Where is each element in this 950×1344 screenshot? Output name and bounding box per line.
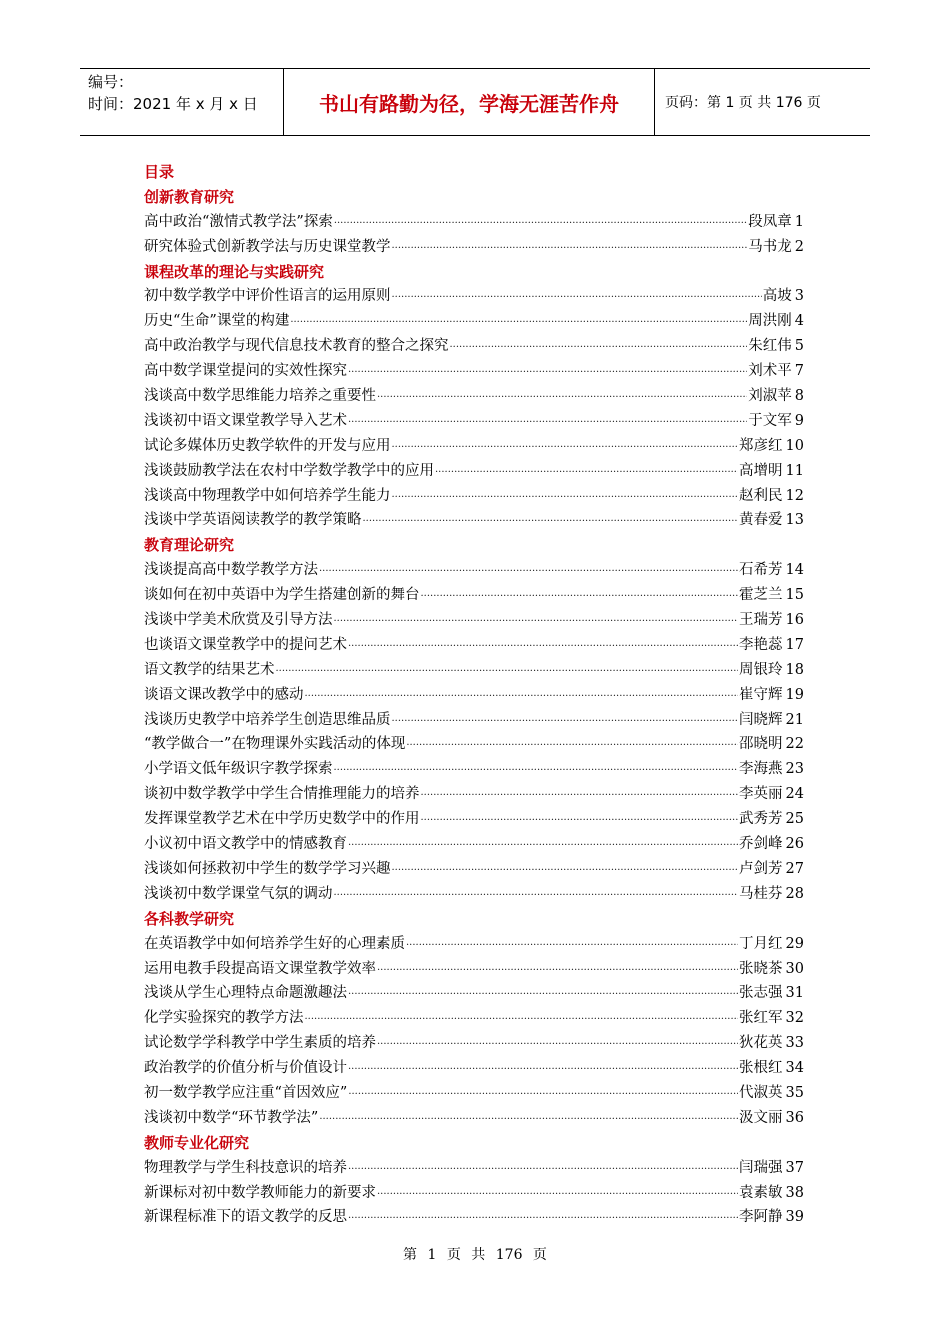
dot-leader	[421, 807, 739, 832]
entry-author: 黄春爱	[739, 512, 783, 529]
entry-page-number: 12	[785, 487, 804, 504]
entry-title: 浅谈初中数学“环节教学法”	[144, 1109, 319, 1126]
dot-leader	[276, 658, 739, 683]
toc-entry[interactable]	[144, 633, 804, 658]
entry-title: 新课程标准下的语文教学的反思	[144, 1209, 347, 1226]
toc-entry[interactable]	[144, 807, 804, 832]
entry-author: 于文军	[748, 412, 792, 429]
time-label: 时间：2021 年 x 月 x 日	[88, 95, 258, 113]
entry-page-number: 23	[785, 761, 804, 778]
toc-entry[interactable]	[144, 1081, 804, 1106]
entry-author: 汲文丽	[739, 1109, 783, 1126]
dot-leader	[421, 782, 739, 807]
entry-author: 石希芳	[739, 562, 783, 579]
dot-leader	[334, 608, 739, 633]
entry-page-number: 33	[785, 1035, 804, 1052]
entry-page-number: 7	[794, 363, 804, 380]
entry-author: 王瑞芳	[739, 612, 783, 629]
entry-page-number: 39	[785, 1209, 804, 1226]
dot-leader	[406, 732, 738, 757]
entry-title: 谈语文课改教学中的感动	[144, 686, 304, 703]
toc-entry[interactable]	[144, 608, 804, 633]
entry-author: 李艳蕊	[739, 636, 783, 653]
entry-author: 丁月红	[739, 935, 783, 952]
entry-title: 浅谈中学美术欣赏及引导方法	[144, 612, 333, 629]
dot-leader	[377, 384, 747, 409]
entry-author: 张晓茶	[739, 960, 783, 977]
toc-entry[interactable]	[144, 658, 804, 683]
section-heading: 教育理论研究	[144, 536, 235, 555]
entry-page-number: 25	[785, 811, 804, 828]
toc-entry[interactable]	[144, 1106, 804, 1131]
toc-entry[interactable]	[144, 957, 804, 982]
header-motto: 书山有路勤为径，学海无涯苦作舟	[283, 69, 655, 135]
dot-leader	[334, 882, 739, 907]
dot-leader	[377, 1031, 738, 1056]
entry-title: 浅谈中学英语阅读教学的教学策略	[144, 512, 362, 529]
entry-page-number: 36	[785, 1109, 804, 1126]
entry-title: 也谈语文课堂教学中的提问艺术	[144, 636, 347, 653]
entry-page-number: 32	[785, 1010, 804, 1027]
toc-entry[interactable]	[144, 857, 804, 882]
entry-author: 乔剑峰	[739, 836, 783, 853]
entry-page-number: 13	[785, 512, 804, 529]
toc-entry[interactable]	[144, 384, 804, 409]
dot-leader	[392, 708, 739, 733]
entry-author: 高坡	[762, 288, 792, 305]
toc-entry[interactable]	[144, 882, 804, 907]
dot-leader	[348, 633, 738, 658]
toc-entry[interactable]	[144, 235, 804, 260]
entry-page-number: 8	[794, 388, 804, 405]
entry-title: 浅谈历史教学中培养学生创造思维品质	[144, 711, 391, 728]
entry-page-number: 16	[785, 612, 804, 629]
entry-title: 历史“生命”课堂的构建	[144, 313, 290, 330]
entry-title: 高中政治“激情式教学法”探索	[144, 213, 333, 230]
entry-page-number: 30	[785, 960, 804, 977]
toc-entry[interactable]	[144, 1156, 804, 1181]
entry-title: 浅谈高中数学思维能力培养之重要性	[144, 388, 376, 405]
entry-author: 张红军	[739, 1010, 783, 1027]
section-heading: 课程改革的理论与实践研究	[144, 262, 325, 281]
entry-title: 谈如何在初中英语中为学生搭建创新的舞台	[144, 587, 420, 604]
entry-author: 周洪刚	[748, 313, 792, 330]
toc-entry[interactable]	[144, 508, 804, 533]
entry-title: 发挥课堂教学艺术在中学历史数学中的作用	[144, 811, 420, 828]
page-header	[80, 68, 870, 136]
entry-title: “教学做合一”在物理课外实践活动的体现	[144, 736, 406, 753]
dot-leader	[450, 334, 748, 359]
entry-page-number: 2	[794, 238, 804, 255]
entry-author: 袁素敏	[739, 1184, 783, 1201]
dot-leader	[334, 757, 739, 782]
entry-page-number: 26	[785, 836, 804, 853]
entry-title: 语文教学的结果艺术	[144, 661, 275, 678]
entry-title: 浅谈初中数学课堂气氛的调动	[144, 885, 333, 902]
dot-leader	[348, 1056, 738, 1081]
entry-page-number: 37	[785, 1159, 804, 1176]
entry-author: 张根红	[739, 1060, 783, 1077]
entry-page-number: 14	[785, 562, 804, 579]
entry-author: 闫瑞强	[739, 1159, 783, 1176]
entry-title: 高中数学课堂提问的实效性探究	[144, 363, 347, 380]
entry-title: 政治教学的价值分析与价值设计	[144, 1060, 347, 1077]
toc-entry[interactable]	[144, 434, 804, 459]
entry-author: 李英丽	[739, 786, 783, 803]
toc-entry[interactable]	[144, 782, 804, 807]
entry-author: 霍芝兰	[739, 587, 783, 604]
toc-entry[interactable]	[144, 832, 804, 857]
entry-title: 运用电教手段提高语文课堂教学效率	[144, 960, 376, 977]
section-heading: 创新教育研究	[144, 187, 235, 206]
entry-page-number: 19	[785, 686, 804, 703]
dot-leader	[406, 932, 738, 957]
dot-leader	[435, 459, 738, 484]
entry-author: 郑彦红	[739, 437, 783, 454]
number-label: 编号：	[88, 73, 134, 91]
toc-title: 目录	[144, 163, 175, 181]
entry-title: 物理教学与学生科技意识的培养	[144, 1159, 347, 1176]
entry-author: 赵利民	[739, 487, 783, 504]
toc-entry[interactable]	[144, 757, 804, 782]
dot-leader	[348, 359, 747, 384]
entry-title: 化学实验探究的教学方法	[144, 1010, 304, 1027]
entry-title: 浅谈鼓励教学法在农村中学数学教学中的应用	[144, 462, 434, 479]
entry-page-number: 21	[785, 711, 804, 728]
entry-title: 浅谈从学生心理特点命题激趣法	[144, 985, 347, 1002]
dot-leader	[348, 1081, 738, 1106]
toc-entry[interactable]	[144, 359, 804, 384]
toc-entry[interactable]	[144, 409, 804, 434]
dot-leader	[348, 409, 747, 434]
dot-leader	[392, 235, 748, 260]
entry-author: 闫晓辉	[739, 711, 783, 728]
entry-page-number: 4	[794, 313, 804, 330]
entry-page-number: 24	[785, 786, 804, 803]
dot-leader	[348, 1205, 738, 1230]
dot-leader	[334, 210, 747, 235]
entry-page-number: 10	[785, 437, 804, 454]
entry-author: 代淑英	[739, 1084, 783, 1101]
entry-page-number: 15	[785, 587, 804, 604]
entry-title: 研究体验式创新教学法与历史课堂教学	[144, 238, 391, 255]
dot-leader	[319, 558, 738, 583]
dot-leader	[305, 683, 739, 708]
toc-entry[interactable]	[144, 334, 804, 359]
entry-page-number: 29	[785, 935, 804, 952]
entry-author: 段凤章	[748, 213, 792, 230]
dot-leader	[392, 434, 739, 459]
page-footer: 第 1 页 共 176 页	[403, 1247, 547, 1263]
entry-author: 马书龙	[748, 238, 792, 255]
entry-author: 朱红伟	[748, 338, 792, 355]
header-page-info: 页码：第 1 页 共 176 页	[665, 95, 821, 111]
entry-title: 试论数学学科教学中学生素质的培养	[144, 1035, 376, 1052]
section-heading: 教师专业化研究	[144, 1133, 250, 1152]
entry-page-number: 35	[785, 1084, 804, 1101]
toc-entry[interactable]	[144, 484, 804, 509]
toc-entry[interactable]	[144, 1031, 804, 1056]
dot-leader	[377, 957, 738, 982]
entry-page-number: 17	[785, 636, 804, 653]
dot-leader	[392, 484, 739, 509]
entry-author: 邵晓明	[739, 736, 783, 753]
toc-entry[interactable]	[144, 683, 804, 708]
dot-leader	[392, 284, 762, 309]
entry-page-number: 22	[785, 736, 804, 753]
toc-entry[interactable]	[144, 1205, 804, 1230]
toc-entry[interactable]	[144, 1056, 804, 1081]
dot-leader	[305, 1006, 739, 1031]
entry-author: 马桂芬	[739, 885, 783, 902]
entry-author: 张志强	[739, 985, 783, 1002]
entry-page-number: 18	[785, 661, 804, 678]
entry-author: 刘术平	[748, 363, 792, 380]
dot-leader	[421, 583, 739, 608]
toc-entry[interactable]	[144, 210, 804, 235]
entry-author: 武秀芳	[739, 811, 783, 828]
entry-title: 浅谈高中物理教学中如何培养学生能力	[144, 487, 391, 504]
entry-author: 周银玲	[739, 661, 783, 678]
entry-page-number: 34	[785, 1060, 804, 1077]
dot-leader	[348, 1156, 738, 1181]
dot-leader	[348, 981, 738, 1006]
dot-leader	[363, 508, 739, 533]
dot-leader	[392, 857, 739, 882]
entry-title: 小学语文低年级识字教学探索	[144, 761, 333, 778]
dot-leader	[290, 309, 747, 334]
entry-title: 试论多媒体历史教学软件的开发与应用	[144, 437, 391, 454]
section-heading: 各科教学研究	[144, 909, 235, 928]
entry-title: 浅谈初中语文课堂教学导入艺术	[144, 412, 347, 429]
table-of-contents	[144, 160, 804, 1230]
toc-entry[interactable]	[144, 1006, 804, 1031]
entry-page-number: 3	[794, 288, 804, 305]
toc-entry[interactable]	[144, 309, 804, 334]
entry-author: 卢剑芳	[739, 860, 783, 877]
entry-author: 刘淑苹	[748, 388, 792, 405]
entry-author: 狄花英	[739, 1035, 783, 1052]
entry-page-number: 9	[794, 412, 804, 429]
entry-title: 浅谈如何拯救初中学生的数学学习兴趣	[144, 860, 391, 877]
entry-title: 浅谈提高高中数学教学方法	[144, 562, 318, 579]
entry-title: 谈初中数学教学中学生合情推理能力的培养	[144, 786, 420, 803]
toc-entry[interactable]	[144, 732, 804, 757]
entry-title: 高中政治教学与现代信息技术教育的整合之探究	[144, 338, 449, 355]
entry-page-number: 27	[785, 860, 804, 877]
entry-author: 高增明	[739, 462, 783, 479]
dot-leader	[348, 832, 738, 857]
entry-page-number: 38	[785, 1184, 804, 1201]
toc-entry[interactable]	[144, 558, 804, 583]
dot-leader	[319, 1106, 738, 1131]
toc-entry[interactable]	[144, 583, 804, 608]
entry-author: 李海燕	[739, 761, 783, 778]
entry-page-number: 11	[785, 462, 804, 479]
entry-title: 在英语教学中如何培养学生好的心理素质	[144, 935, 405, 952]
entry-page-number: 1	[794, 213, 804, 230]
entry-page-number: 5	[794, 338, 804, 355]
toc-entry[interactable]	[144, 284, 804, 309]
header-meta	[80, 69, 283, 135]
entry-author: 李阿静	[739, 1209, 783, 1226]
toc-entry[interactable]	[144, 708, 804, 733]
dot-leader	[377, 1181, 738, 1206]
toc-entry[interactable]	[144, 981, 804, 1006]
entry-page-number: 31	[785, 985, 804, 1002]
entry-title: 小议初中语文教学中的情感教育	[144, 836, 347, 853]
entry-page-number: 28	[785, 885, 804, 902]
entry-author: 崔守辉	[739, 686, 783, 703]
entry-title: 初一数学教学应注重“首因效应”	[144, 1084, 348, 1101]
toc-entry[interactable]	[144, 459, 804, 484]
entry-title: 新课标对初中数学教师能力的新要求	[144, 1184, 376, 1201]
entry-title: 初中数学教学中评价性语言的运用原则	[144, 288, 391, 305]
toc-entry[interactable]	[144, 1181, 804, 1206]
toc-entry[interactable]	[144, 932, 804, 957]
